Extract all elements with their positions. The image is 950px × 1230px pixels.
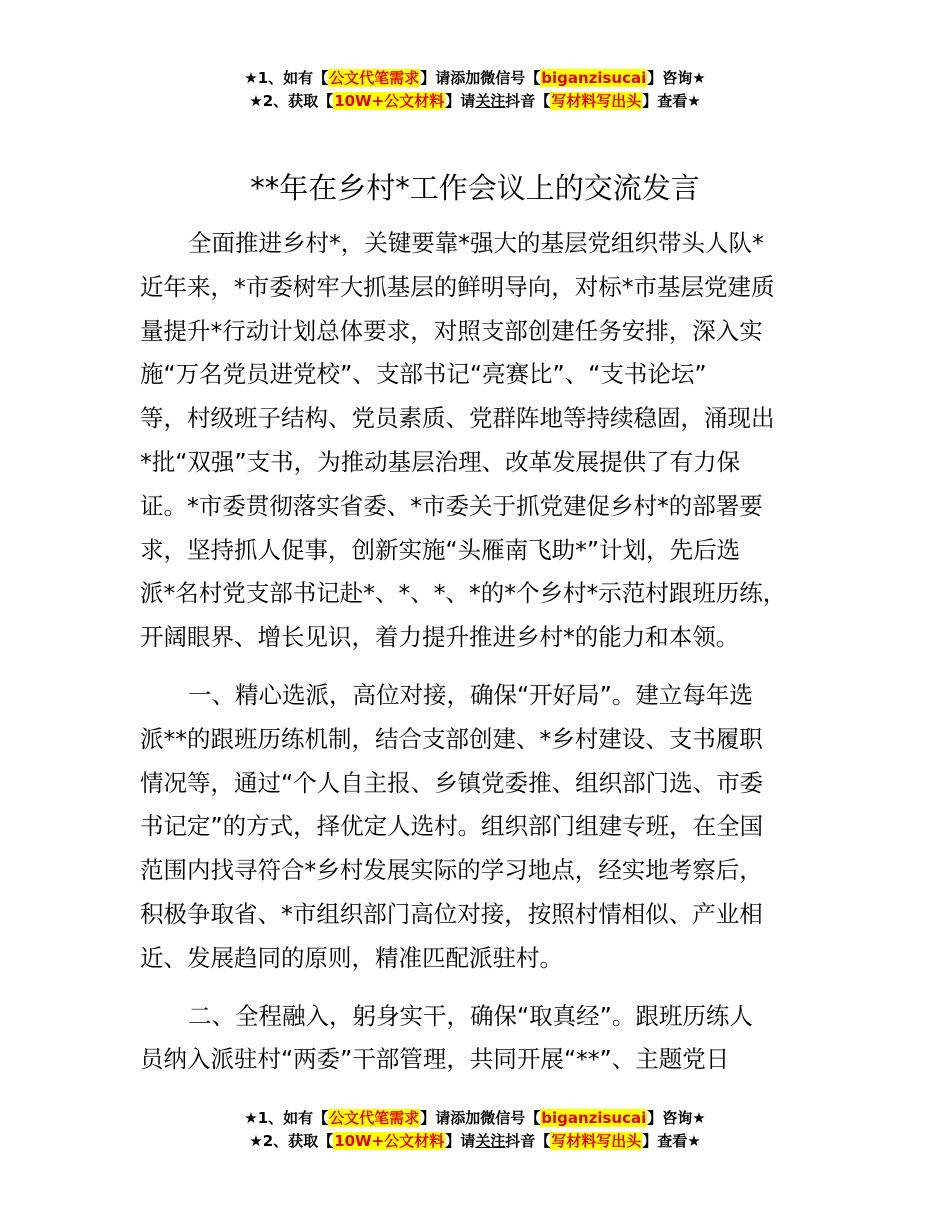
douyin-account-highlight: 写材料写出头 <box>551 1132 642 1150</box>
banner-text: ★2、获取【 <box>249 92 334 110</box>
text-line: 书记定”的方式，择优定人选村。组织部门组建专班，在全国 <box>140 812 764 841</box>
text-line: 积极争取省、*市组织部门高位对接，按照村情相似、产业相 <box>140 899 763 928</box>
materials-highlight: 10W+公文材料 <box>334 92 445 110</box>
text-line: 近、发展趋同的原则，精准匹配派驻村。 <box>140 943 563 972</box>
paragraph-section-2 <box>140 995 830 1083</box>
text-line: 派*名村党支部书记赴*、*、*、*的*个乡村*示范村跟班历练， <box>140 579 787 608</box>
banner-text: 】请 <box>445 92 476 110</box>
top-banner <box>0 67 950 113</box>
banner-text: ★1、如有【 <box>244 1109 329 1127</box>
banner-text: ★2、获取【 <box>249 1132 334 1150</box>
banner-text: 抖音【 <box>505 1132 551 1150</box>
service-highlight: 公文代笔需求 <box>329 69 420 87</box>
banner-line-2 <box>0 1130 950 1153</box>
text-line: 开阔眼界、增长见识，着力提升推进乡村*的能力和本领。 <box>140 623 740 652</box>
wechat-id-highlight: biganzisucai <box>541 69 647 87</box>
materials-highlight: 10W+公文材料 <box>334 1132 445 1150</box>
wechat-id-highlight: biganzisucai <box>541 1109 647 1127</box>
follow-underlined: 关注 <box>475 92 506 110</box>
text-line: 等，村级班子结构、党员素质、党群阵地等持续稳固，涌现出 <box>140 404 775 433</box>
banner-line-1 <box>0 67 950 90</box>
banner-line-2 <box>0 90 950 113</box>
document-body <box>140 222 830 1082</box>
banner-text: 】咨询★ <box>647 69 706 87</box>
banner-text: 】查看★ <box>642 1132 701 1150</box>
text-line: 近年来，*市委树牢大抓基层的鲜明导向，对标*市基层党建质 <box>140 272 775 301</box>
text-line: 全面推进乡村*，关键要靠*强大的基层党组织带头人队* <box>188 229 764 257</box>
service-highlight: 公文代笔需求 <box>329 1109 420 1127</box>
paragraph-intro <box>140 222 830 660</box>
text-line: 施“万名党员进党校”、支部书记“亮赛比”、“支书论坛” <box>140 360 707 389</box>
banner-text: 】请添加微信号【 <box>420 69 541 87</box>
text-line: 二、全程融入，躬身实干，确保“取真经”。跟班历练人 <box>188 1001 753 1030</box>
text-line: 量提升*行动计划总体要求，对照支部创建任务安排，深入实 <box>140 316 763 345</box>
bottom-banner <box>0 1107 950 1153</box>
text-line: *批“双强”支书，为推动基层治理、改革发展提供了有力保 <box>140 447 741 476</box>
banner-text: 】请添加微信号【 <box>420 1109 541 1127</box>
follow-underlined: 关注 <box>475 1132 506 1150</box>
banner-text: 】请 <box>445 1132 476 1150</box>
banner-text: 】咨询★ <box>647 1109 706 1127</box>
text-line: 派**的跟班历练机制，结合支部创建、*乡村建设、支书履职 <box>140 724 763 753</box>
banner-text: ★1、如有【 <box>244 69 329 87</box>
banner-line-1 <box>0 1107 950 1130</box>
text-line: 求，坚持抓人促事，创新实施“头雁南飞助*”计划，先后选 <box>140 535 741 564</box>
banner-text: 抖音【 <box>505 92 551 110</box>
douyin-account-highlight: 写材料写出头 <box>551 92 642 110</box>
text-line: 一、精心选派，高位对接，确保“开好局”。建立每年选 <box>188 680 753 709</box>
text-line: 范围内找寻符合*乡村发展实际的学习地点，经实地考察后， <box>140 856 763 885</box>
document-title: **年在乡村*工作会议上的交流发言 <box>250 171 700 205</box>
text-line: 情况等，通过“个人自主报、乡镇党委推、组织部门选、市委 <box>140 768 764 797</box>
text-line: 员纳入派驻村“两委”干部管理，共同开展“**”、主题党日 <box>140 1045 730 1074</box>
text-line: 证。*市委贯彻落实省委、*市委关于抓党建促乡村*的部署要 <box>140 491 763 520</box>
banner-text: 】查看★ <box>642 92 701 110</box>
paragraph-section-1 <box>140 674 830 981</box>
